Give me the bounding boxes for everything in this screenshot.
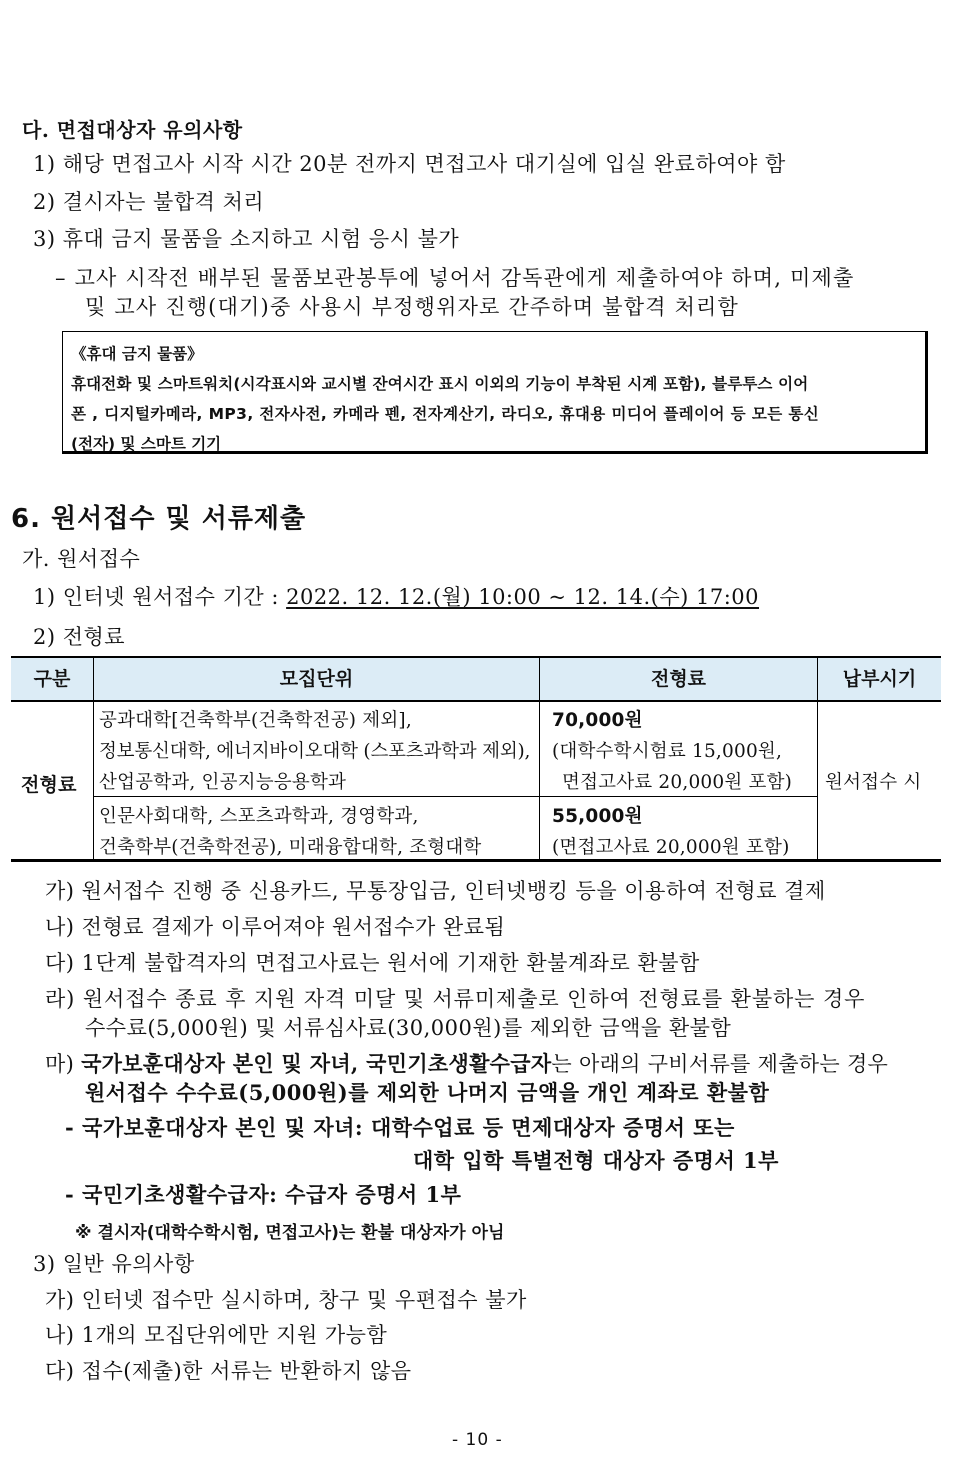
table-cell: (대학수학시험료 15,000원, (552, 741, 783, 762)
table-cell: 정보통신대학, 에너지바이오대학 (스포츠과학과 제외), (99, 741, 531, 762)
table-rule-header (11, 700, 941, 702)
note-ma-rest: 는 아래의 구비서류를 제출하는 경우 (551, 1052, 889, 1076)
list-item: 1) 해당 면접고사 시작 시간 20분 전까지 면접고사 대기실에 입실 완료하여야 함 (33, 152, 786, 176)
table-cell: 공과대학[건축학부(건축학전공) 제외], (99, 710, 412, 731)
note-ma-prefix: 마) (45, 1052, 82, 1076)
general-heading: 3) 일반 유의사항 (33, 1252, 195, 1276)
note-sub-veterans: - 국가보훈대상자 본인 및 자녀: 대학수업료 등 면제대상자 증명서 또는 (65, 1115, 735, 1140)
dash-note-line2: 및 고사 진행(대기)중 사용시 부정행위자로 간주하며 불합격 처리함 (85, 295, 740, 319)
list-item: 나) 1개의 모집단위에만 지원 가능함 (45, 1323, 388, 1347)
table-rule-row (93, 796, 817, 797)
fee-table (11, 656, 941, 862)
note-ra-line1: 라) 원서접수 종료 후 지원 자격 미달 및 서류미제출로 인하여 전형료를 환불하는 경우 (45, 987, 866, 1011)
page-number: - 10 - (452, 1430, 503, 1450)
table-cell: 건축학부(건축학전공), 미래융합대학, 조형대학 (99, 837, 482, 858)
col-header-unit: 모집단위 (279, 668, 354, 690)
col-header-fee: 전형료 (650, 668, 707, 690)
fee-amount: 55,000원 (552, 806, 643, 827)
table-cell: (면접고사료 20,000원 포함) (552, 837, 790, 858)
section-da-heading: 다. 면접대상자 유의사항 (22, 118, 243, 142)
table-cell: 인문사회대학, 스포츠과학과, 경영학과, (99, 806, 419, 827)
period-value: 2022. 12. 12.(월) 10:00 ~ 12. 14.(수) 17:00 (286, 585, 760, 609)
refund-exclusion-note: ※ 결시자(대학수학시험, 면접고사)는 환불 대상자가 아님 (75, 1223, 505, 1243)
note-ma-bold: 국가보훈대상자 본인 및 자녀, 국민기초생활수급자 (81, 1051, 552, 1076)
dash-note-line1: – 고사 시작전 배부된 물품보관봉투에 넣어서 감독관에게 제출하여야 하며, 미제출 (55, 266, 855, 290)
section-title: 6. 원서접수 및 서류제출 (11, 504, 307, 534)
box-title: 《휴대 금지 물품》 (71, 345, 203, 363)
note-ra-line2: 수수료(5,000원) 및 서류심사료(30,000원)를 제외한 금액을 환불함 (85, 1016, 732, 1040)
payment-timing: 원서접수 시 (825, 772, 922, 793)
note-ma-line1 (45, 1048, 888, 1078)
application-period (33, 581, 759, 611)
table-rule-bottom (11, 859, 941, 862)
row-label-fee: 전형료 (21, 774, 77, 796)
list-item: 2) 결시자는 불합격 처리 (33, 190, 265, 214)
period-label: 1) 인터넷 원서접수 기간 : (33, 585, 287, 609)
fee-amount: 70,000원 (552, 710, 643, 731)
prohibited-items-box (62, 331, 928, 454)
note-ga: 가) 원서접수 진행 중 신용카드, 무통장입금, 인터넷뱅킹 등을 이용하여 전형료 결제 (45, 879, 826, 903)
list-item: 가) 인터넷 접수만 실시하며, 창구 및 우편접수 불가 (45, 1288, 527, 1312)
list-item: 다) 접수(제출)한 서류는 반환하지 않음 (45, 1359, 412, 1383)
note-sub-basic: - 국민기초생활수급자: 수급자 증명서 1부 (65, 1182, 462, 1207)
box-line: 폰 , 디지털카메라, MP3, 전자사전, 카메라 펜, 전자계산기, 라디오, 휴대용 미디어 플레이어 등 모든 통신 (71, 405, 820, 423)
col-header-payment: 납부시기 (842, 668, 917, 690)
note-da: 다) 1단계 불합격자의 면접고사료는 원서에 기재한 환불계좌로 환불함 (45, 951, 700, 975)
note-ma-line2: 원서접수 수수료(5,000원)를 제외한 나머지 금액을 개인 계좌로 환불함 (85, 1080, 770, 1105)
box-line: 휴대전화 및 스마트워치(시각표시와 교시별 잔여시간 표시 이외의 기능이 부착된 시계 포함), 블루투스 이어 (71, 375, 809, 393)
col-header-category: 구분 (33, 668, 71, 690)
box-line: (전자) 및 스마트 기기 (71, 435, 222, 453)
note-sub-veterans-2: 대학 입학 특별전형 대상자 증명서 1부 (413, 1148, 779, 1173)
fee-label: 2) 전형료 (33, 625, 126, 649)
sub-heading-ga: 가. 원서접수 (22, 547, 141, 571)
table-cell: 면접고사료 20,000원 포함) (562, 772, 793, 793)
note-na: 나) 전형료 결제가 이루어져야 원서접수가 완료됨 (45, 915, 506, 939)
list-item: 3) 휴대 금지 물품을 소지하고 시험 응시 불가 (33, 227, 460, 251)
table-cell: 산업공학과, 인공지능응용학과 (99, 772, 347, 793)
